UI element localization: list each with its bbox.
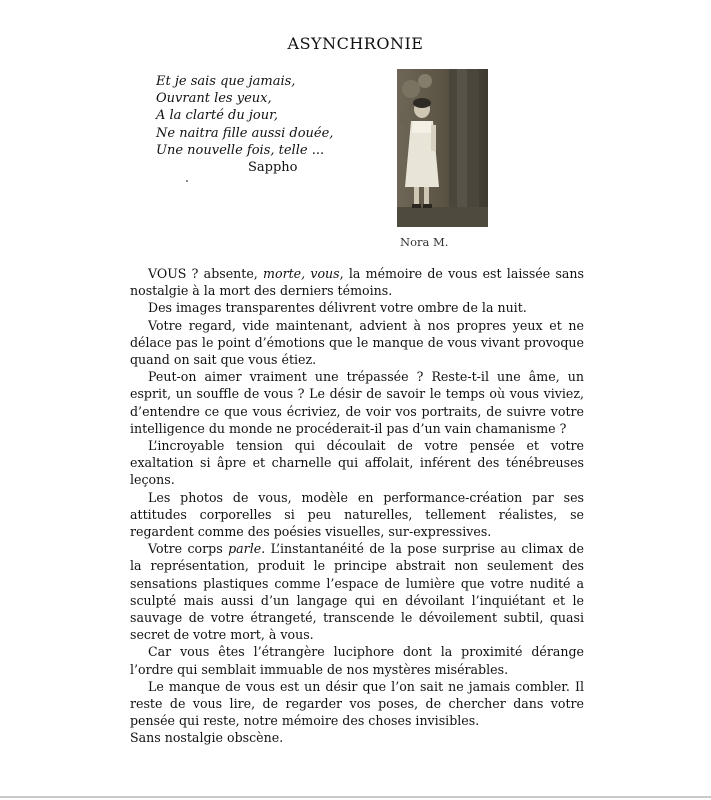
portrait-photo [397,69,488,227]
epigraph [156,73,333,176]
paragraph: Des images transparentes délivrent votre ombre de la nuit. [148,300,527,316]
paragraph: Sans nostalgie obscène. [130,730,284,746]
paragraph [130,540,584,643]
emphasis: parle [228,541,262,557]
photo-caption: Nora M. [400,235,449,249]
text-run: , la mémoire de vous est laissée sans nostalgie à la mort des derniers témoins. [130,266,584,299]
text-run: Votre corps [148,541,229,557]
paragraph: Peut-on aimer vraiment une trépassée ? Reste-t-il une âme, un esprit, un souffle de vous ? Le désir de savoir le temps où vous viviez, d’entendre ce que vous écriviez, de voir vos portraits, de suivre votre intelligence du monde ne procéderait-il pas d’un vain chamanisme ? [130,369,584,436]
portrait-image [397,69,488,227]
page-bottom-edge [0,796,711,798]
epigraph-line: Ouvrant les yeux, [156,91,272,107]
text-run: absente, [198,266,264,281]
epigraph-line: Ne naitra fille aussi douée, [156,125,334,141]
epigraph-line: A la clarté du jour, [156,108,278,124]
emphasis: morte, vous [263,266,340,281]
lead-word: VOUS ? [148,266,199,281]
paragraph: L’incroyable tension qui découlait de votre pensée et votre exaltation si âpre et charnelle qui affolait, inférent des ténébreuses leçons. [130,438,584,488]
epigraph-line: Une nouvelle fois, telle ... [156,142,325,158]
epigraph-line: Et je sais que jamais, [156,74,296,89]
paragraph: Le manque de vous est un désir que l’on sait ne jamais combler. Il reste de vous lire, de regarder vos poses, de chercher dans votre pensée qui reste, notre mémoire des choses invisibles. [130,678,584,729]
paragraph: Les photos de vous, modèle en performance-création par ses attitudes corporelles si peu naturelles, tellement réalistes, se regardent comme des poésies visuelles, sur-expressives. [130,489,584,540]
page-title: ASYNCHRONIE [287,34,424,53]
epigraph-author: Sappho [248,160,298,176]
paragraph: Votre regard, vide maintenant, advient à nos propres yeux et ne délace pas le point d’émotions que le manque de vous vivant provoque quand on sait que vous étiez. [130,317,584,368]
paragraph: Car vous êtes l’étrangère luciphore dont la proximité dérange l’ordre qui semblait immuable de nos mystères misérables. [130,644,584,677]
text-run: . L’instantanéité de la pose surprise au climax de la représentation, produit le principe abstrait non seulement des sensations plastiques comme l’espace de lumière que votre nudité a sculpté mais aussi d’un langage qui en dévoilant l’inquiétant et le sauvage de votre étrangeté, transcende le dévoilement subtil, quasi secret de votre mort, à vous. [130,541,584,643]
stray-mark [186,180,188,182]
paragraph [130,265,584,299]
body-text [130,265,584,747]
